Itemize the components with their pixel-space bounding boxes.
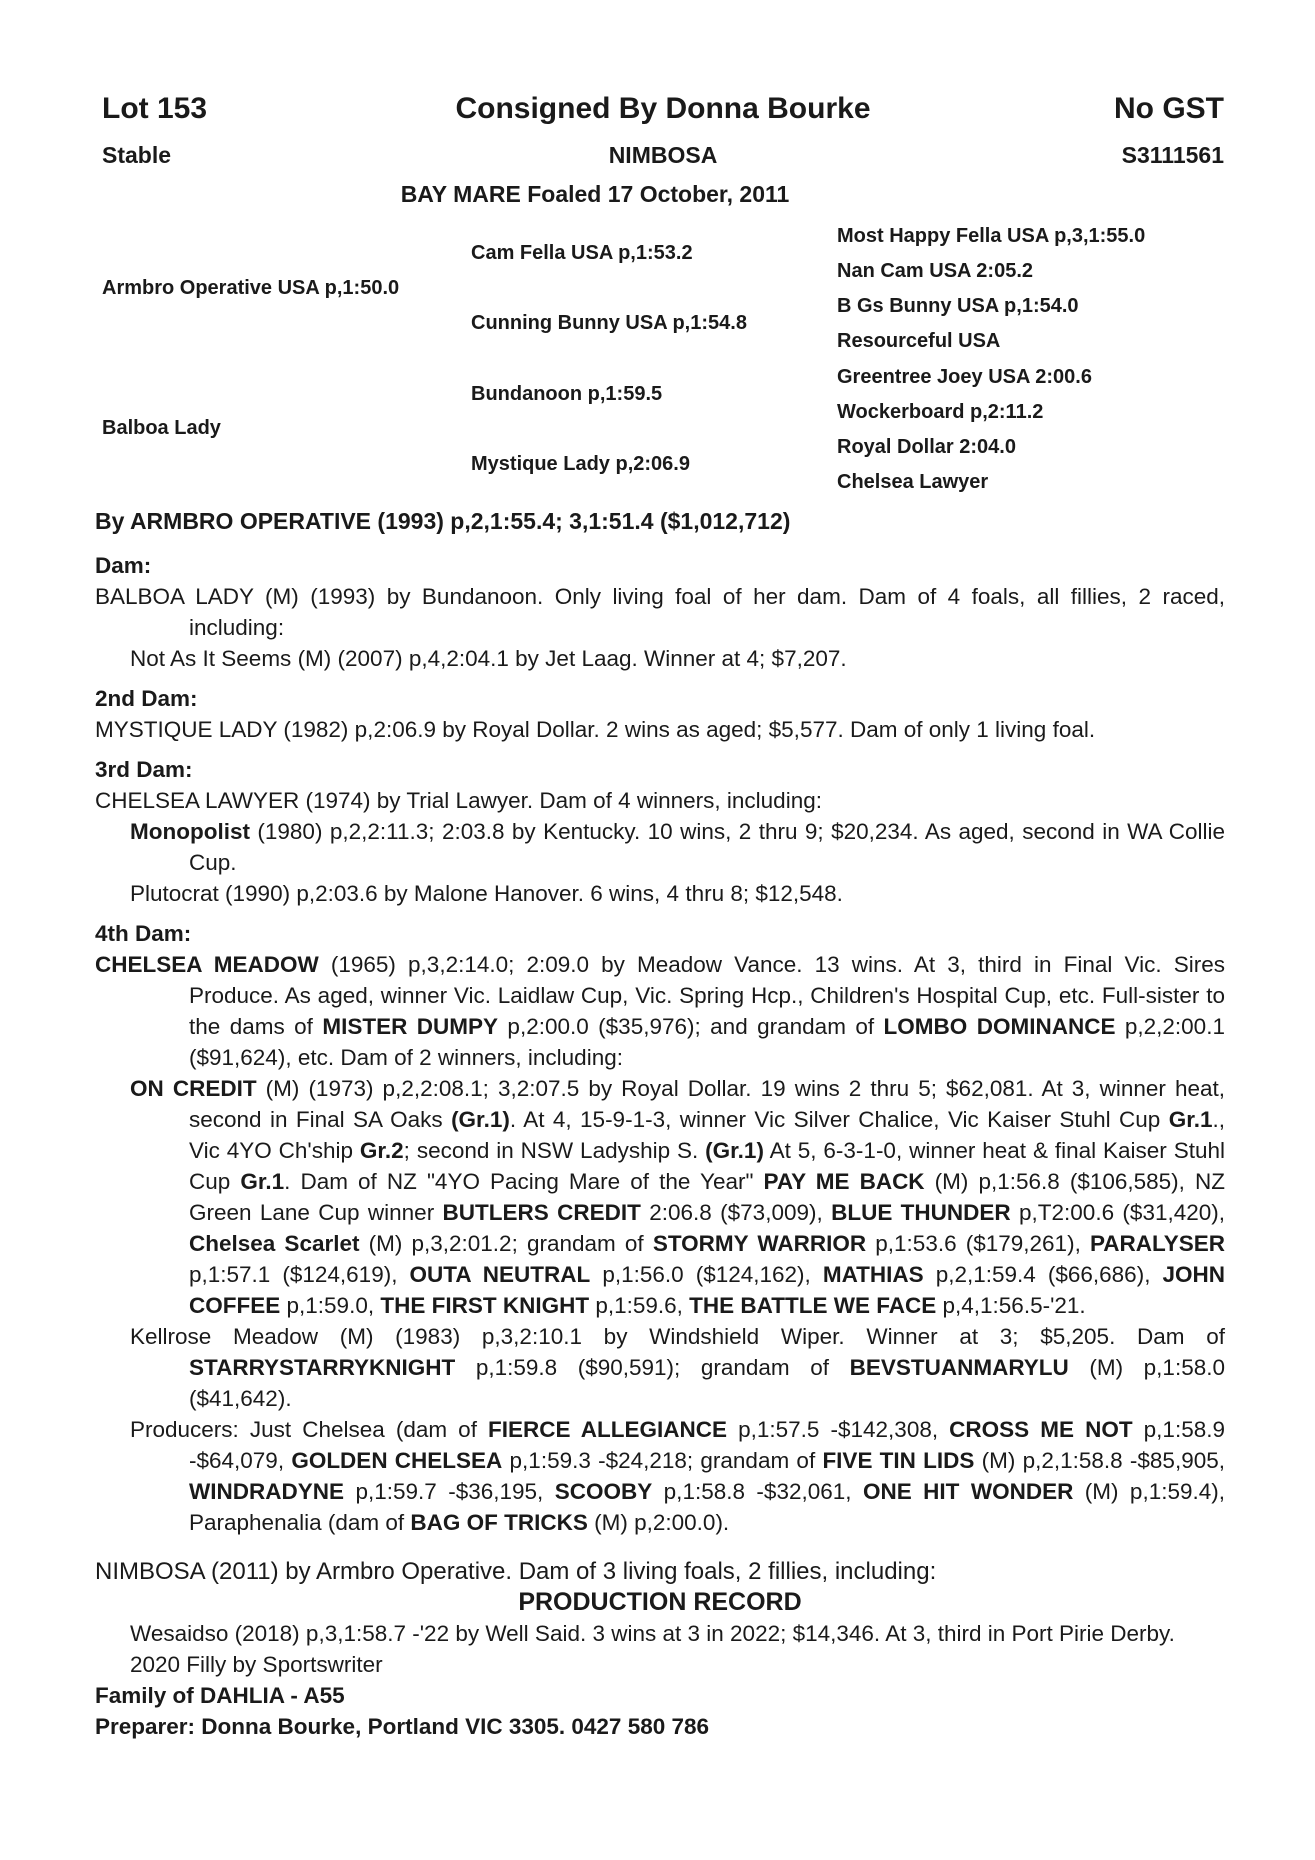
oc-bold: OUTA NEUTRAL [409,1262,591,1287]
pr-text: p,1:59.3 -$24,218; grandam of [502,1448,823,1473]
brand-number: S3111561 [1121,142,1224,168]
oc-bold: JOHN COFFEE [189,1262,1226,1318]
sire-line: By ARMBRO OPERATIVE (1993) p,2,1:55.4; 3,1:51.4 ($1,012,712) [95,508,791,534]
km-text: (M) p,1:58.0 ($41,642). [189,1355,1225,1411]
production-intro: NIMBOSA (2011) by Armbro Operative. Dam of 3 living foals, 2 fillies, including: [95,1558,937,1585]
oc-text: p,1:53.6 ($179,261), [866,1231,1090,1256]
dam4-text [95,949,1225,1073]
oc-text: . At 4, 15-9-1-3, winner Vic Silver Chalice, Vic Kaiser Stuhl Cup [509,1107,1169,1132]
oc-bold: BUTLERS CREDIT [442,1200,641,1225]
oc-bold: Gr.2 [359,1138,404,1163]
header-row-2 [102,142,1224,172]
oc-bold: (Gr.1) [451,1107,510,1132]
pedigree-sire-sire: Cam Fella USA p,1:53.2 [471,242,693,264]
pr-text: p,1:59.7 -$36,195, [344,1479,555,1504]
foal-name: Monopolist [130,819,250,844]
dam-text: BALBOA LADY (M) (1993) by Bundanoon. Only living foal of her dam. Dam of 4 foals, all fillies, 2 raced, including: [95,584,1225,640]
oc-text: p,1:57.1 ($124,619), [189,1262,410,1287]
preparer-line: Preparer: Donna Bourke, Portland VIC 3305. 0427 580 786 [95,1714,710,1739]
pedigree-g3: B Gs Bunny USA p,1:54.0 [837,295,1079,317]
family-line: Family of DAHLIA - A55 [95,1683,345,1708]
oc-bold: THE FIRST KNIGHT [380,1293,590,1318]
pr-bold: ONE HIT WONDER [862,1479,1074,1504]
oc-text: At 5, 6-3-1-0, winner heat & final Kaiser Stuhl Cup [189,1138,1225,1194]
oc-text: (M) p,3,2:01.2; grandam of [359,1231,653,1256]
dam3-foal-plutocrat: Plutocrat (1990) p,2:03.6 by Malone Hanover. 6 wins, 4 thru 8; $12,548. [130,881,843,906]
dam3-foal-monopolist [95,816,1225,878]
dam4-heading: 4th Dam: [95,921,192,946]
dam2-text: MYSTIQUE LADY (1982) p,2:06.9 by Royal Dollar. 2 wins as aged; $5,577. Dam of only 1 living foal. [95,717,1096,742]
oc-bold: Gr.1 [240,1169,285,1194]
dam4-foal-on-credit [95,1073,1225,1321]
pr-text: p,1:57.5 -$142,308, [727,1417,950,1442]
oc-bold: STORMY WARRIOR [652,1231,867,1256]
consignor: Consigned By Donna Bourke [455,92,871,125]
oc-text: 2:06.8 ($73,009), [640,1200,832,1225]
family-content [95,506,1225,1742]
dam4-bold-2: LOMBO DOMINANCE [883,1014,1116,1039]
oc-bold: Chelsea Scarlet [189,1231,360,1256]
dam3-heading: 3rd Dam: [95,757,193,782]
pr-bold: SCOOBY [554,1479,653,1504]
header-row-1 [102,92,1224,132]
dam-foal: Not As It Seems (M) (2007) p,4,2:04.1 by Jet Laag. Winner at 4; $7,207. [130,646,847,671]
oc-text: (M) p,1:56.8 ($106,585), NZ Green Lane Cup winner [189,1169,1225,1225]
dam4-text-3: p,2,2:00.1 ($91,624), etc. Dam of 2 winners, including: [189,1014,1225,1070]
gst-status: No GST [1114,92,1224,125]
oc-text: p,1:59.6, [589,1293,690,1318]
oc-text: (M) (1973) p,2,2:08.1; 3,2:07.5 by Royal Dollar. 19 wins 2 thru 5; $62,081. At 3, winner heat, second in Final SA Oaks [189,1076,1225,1132]
pedigree-g1: Most Happy Fella USA p,3,1:55.0 [837,225,1146,247]
horse-name: NIMBOSA [608,142,718,168]
production-foal-2020: 2020 Filly by Sportswriter [130,1652,383,1677]
oc-text: p,1:56.0 ($124,162), [590,1262,823,1287]
pedigree-dam: Balboa Lady [102,417,221,439]
km-text: Kellrose Meadow (M) (1983) p,3,2:10.1 by Windshield Wiper. Winner at 3; $5,205. Dam of [130,1324,1225,1349]
pedigree-g7: Royal Dollar 2:04.0 [837,436,1016,458]
dam3-text: CHELSEA LAWYER (1974) by Trial Lawyer. Dam of 4 winners, including: [95,788,822,813]
dam2-heading: 2nd Dam: [95,686,198,711]
oc-bold: THE BATTLE WE FACE [689,1293,937,1318]
oc-text: p,1:59.0, [280,1293,381,1318]
pedigree-g5: Greentree Joey USA 2:00.6 [837,366,1092,388]
pr-text: p,1:58.9 -$64,079, [189,1417,1225,1473]
pr-bold: WINDRADYNE [189,1479,344,1504]
oc-text: p,4,1:56.5-'21. [936,1293,1086,1318]
oc-bold: PARALYSER [1089,1231,1226,1256]
oc-text: p,T2:00.6 ($31,420), [1010,1200,1226,1225]
production-foal-wesaidso: Wesaidso (2018) p,3,1:58.7 -'22 by Well Said. 3 wins at 3 in 2022; $14,346. At 3, third in Port Pirie Derby. [130,1621,1175,1646]
pedigree-dam-dam: Mystique Lady p,2:06.9 [471,453,690,475]
stable-label: Stable [102,142,172,168]
oc-text: p,2,1:59.4 ($66,686), [923,1262,1163,1287]
pr-text: (M) p,2,1:58.8 -$85,905, [974,1448,1225,1473]
oc-bold: BLUE THUNDER [831,1200,1011,1225]
pedigree-g8: Chelsea Lawyer [837,471,989,493]
oc-bold: MATHIAS [822,1262,924,1287]
oc-text: . Dam of NZ "4YO Pacing Mare of the Year" [284,1169,764,1194]
foaled-line: BAY MARE Foaled 17 October, 2011 [400,181,790,207]
km-bold: STARRYSTARRYKNIGHT [189,1355,456,1380]
pr-text: p,1:58.8 -$32,061, [652,1479,863,1504]
pr-text: (M) p,2:00.0). [587,1510,730,1535]
dam4-foal-kellrose-meadow [95,1321,1225,1414]
oc-bold: Gr.1 [1168,1107,1213,1132]
oc-text: ., Vic 4YO Ch'ship [189,1107,1225,1163]
pr-bold: FIVE TIN LIDS [822,1448,975,1473]
pr-bold: BAG OF TRICKS [410,1510,588,1535]
production-heading: PRODUCTION RECORD [518,1588,802,1616]
pedigree-sire-dam: Cunning Bunny USA p,1:54.8 [471,312,747,334]
oc-text: ; second in NSW Ladyship S. [403,1138,706,1163]
pedigree-g6: Wockerboard p,2:11.2 [837,401,1044,423]
oc-bold: PAY ME BACK [763,1169,925,1194]
dam4-text-1: (1965) p,3,2:14.0; 2:09.0 by Meadow Vance. 13 wins. At 3, third in Final Vic. Sires Produce. As aged, winner Vic. Laidlaw Cup, Vic. Spring Hcp., Children's Hospital Cup, etc. Full-sister to the dams of [189,952,1225,1039]
oc-bold: (Gr.1) [705,1138,764,1163]
dam4-text-2: p,2:00.0 ($35,976); and grandam of [498,1014,884,1039]
pr-bold: GOLDEN CHELSEA [291,1448,503,1473]
dam4-name: CHELSEA MEADOW [95,952,319,977]
pedigree-g4: Resourceful USA [837,330,1001,352]
pr-text: (M) p,1:59.4), Paraphenalia (dam of [189,1479,1225,1535]
dam4-producers [95,1414,1225,1538]
pedigree-g2: Nan Cam USA 2:05.2 [837,260,1033,282]
on-credit-name: ON CREDIT [130,1076,257,1101]
pr-text: Producers: Just Chelsea (dam of [130,1417,489,1442]
pedigree-dam-sire: Bundanoon p,1:59.5 [471,383,663,405]
pr-bold: FIERCE ALLEGIANCE [488,1417,728,1442]
dam4-bold-1: MISTER DUMPY [322,1014,499,1039]
km-text: p,1:59.8 ($90,591); grandam of [455,1355,850,1380]
pedigree-sire: Armbro Operative USA p,1:50.0 [102,277,400,299]
lot-number: Lot 153 [102,92,208,125]
dam-heading: Dam: [95,553,152,578]
pr-bold: CROSS ME NOT [949,1417,1133,1442]
km-bold: BEVSTUANMARYLU [849,1355,1069,1380]
foal-text: (1980) p,2,2:11.3; 2:03.8 by Kentucky. 10 wins, 2 thru 9; $20,234. As aged, second in WA Collie Cup. [189,819,1225,875]
